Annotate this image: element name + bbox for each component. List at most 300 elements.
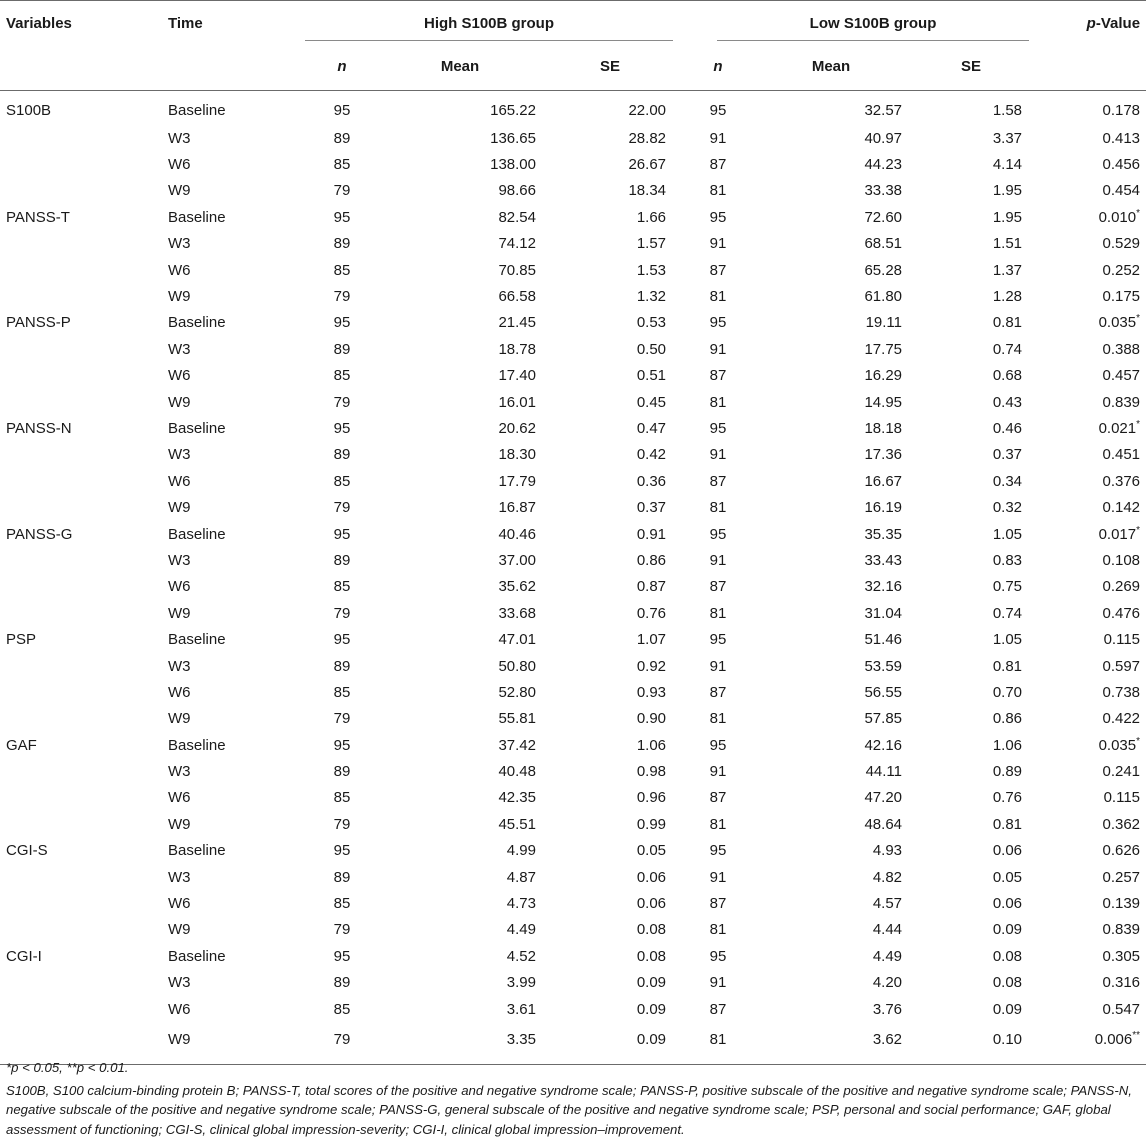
cell-low-se: 0.86 [906, 706, 1036, 732]
cell-low-se: 0.81 [906, 811, 1036, 837]
cell-low-se: 0.32 [906, 494, 1036, 520]
cell-low-n: 95 [680, 626, 756, 652]
cell-low-mean: 17.36 [756, 442, 906, 468]
cell-high-n: 89 [304, 125, 380, 151]
cell-high-se: 18.34 [540, 178, 680, 204]
cell-low-n: 87 [680, 151, 756, 177]
cell-low-mean: 40.97 [756, 125, 906, 151]
footnote-significance: *p < 0.05, **p < 0.01. [6, 1058, 1142, 1078]
cell-high-mean: 98.66 [380, 178, 540, 204]
p-value-number: 0.626 [1102, 842, 1140, 859]
cell-high-n: 95 [304, 91, 380, 126]
cell-high-mean: 33.68 [380, 600, 540, 626]
cell-time: W6 [162, 890, 304, 916]
cell-high-se: 1.57 [540, 231, 680, 257]
cell-low-mean: 57.85 [756, 706, 906, 732]
cell-low-n: 95 [680, 204, 756, 230]
cell-low-se: 1.05 [906, 521, 1036, 547]
cell-low-mean: 44.23 [756, 151, 906, 177]
cell-high-mean: 45.51 [380, 811, 540, 837]
cell-low-n: 87 [680, 574, 756, 600]
cell-high-mean: 52.80 [380, 679, 540, 705]
header-low-mean: Mean [756, 42, 906, 91]
cell-p-value [1036, 231, 1146, 257]
cell-low-se: 0.74 [906, 600, 1036, 626]
cell-time: Baseline [162, 521, 304, 547]
cell-variable [0, 811, 162, 837]
cell-low-n: 95 [680, 415, 756, 441]
cell-low-mean: 4.93 [756, 838, 906, 864]
cell-variable [0, 257, 162, 283]
header-low-se: SE [906, 42, 1036, 91]
cell-high-mean: 37.00 [380, 547, 540, 573]
cell-high-mean: 3.61 [380, 996, 540, 1022]
cell-high-se: 0.98 [540, 758, 680, 784]
cell-p-value [1036, 653, 1146, 679]
cell-low-mean: 44.11 [756, 758, 906, 784]
cell-p-value [1036, 626, 1146, 652]
cell-variable [0, 547, 162, 573]
cell-time: W9 [162, 917, 304, 943]
cell-low-se: 0.34 [906, 468, 1036, 494]
cell-low-mean: 65.28 [756, 257, 906, 283]
cell-high-mean: 55.81 [380, 706, 540, 732]
cell-high-n: 79 [304, 1022, 380, 1065]
table-row [0, 310, 1146, 336]
cell-time: W9 [162, 811, 304, 837]
cell-variable [0, 231, 162, 257]
cell-high-n: 89 [304, 970, 380, 996]
cell-high-se: 0.99 [540, 811, 680, 837]
cell-variable [0, 917, 162, 943]
significance-marker: * [1136, 419, 1140, 430]
p-value-number: 0.305 [1102, 948, 1140, 965]
header-high-group [304, 1, 680, 43]
cell-p-value [1036, 943, 1146, 969]
cell-variable [0, 389, 162, 415]
cell-high-n: 85 [304, 679, 380, 705]
cell-p-value [1036, 442, 1146, 468]
cell-p-value [1036, 574, 1146, 600]
p-value-number: 0.139 [1102, 895, 1140, 912]
cell-time: W9 [162, 1022, 304, 1065]
cell-low-mean: 35.35 [756, 521, 906, 547]
cell-low-se: 0.08 [906, 970, 1036, 996]
table-row [0, 943, 1146, 969]
cell-low-se: 1.28 [906, 283, 1036, 309]
cell-time: W6 [162, 996, 304, 1022]
cell-variable [0, 758, 162, 784]
p-value-number: 0.115 [1104, 789, 1140, 806]
cell-high-mean: 4.52 [380, 943, 540, 969]
cell-low-se: 4.14 [906, 151, 1036, 177]
cell-high-n: 79 [304, 917, 380, 943]
cell-p-value [1036, 785, 1146, 811]
cell-low-n: 95 [680, 521, 756, 547]
cell-low-n: 87 [680, 679, 756, 705]
cell-p-value [1036, 91, 1146, 126]
cell-low-mean: 33.43 [756, 547, 906, 573]
p-value-number: 0.178 [1102, 102, 1140, 119]
cell-high-se: 0.96 [540, 785, 680, 811]
cell-high-n: 85 [304, 468, 380, 494]
table-row [0, 864, 1146, 890]
cell-high-mean: 4.99 [380, 838, 540, 864]
cell-low-n: 81 [680, 600, 756, 626]
cell-time: W3 [162, 231, 304, 257]
p-value-number: 0.269 [1102, 578, 1140, 595]
cell-time: W9 [162, 283, 304, 309]
cell-high-mean: 18.30 [380, 442, 540, 468]
cell-low-se: 0.68 [906, 363, 1036, 389]
cell-high-se: 0.08 [540, 943, 680, 969]
cell-high-mean: 37.42 [380, 732, 540, 758]
cell-low-se: 0.83 [906, 547, 1036, 573]
cell-low-n: 87 [680, 363, 756, 389]
cell-high-n: 95 [304, 732, 380, 758]
p-value-number: 0.241 [1102, 763, 1140, 780]
cell-high-mean: 20.62 [380, 415, 540, 441]
cell-high-se: 0.05 [540, 838, 680, 864]
cell-low-mean: 48.64 [756, 811, 906, 837]
cell-high-n: 89 [304, 231, 380, 257]
cell-variable [0, 283, 162, 309]
header-low-group [680, 1, 1036, 43]
cell-low-mean: 3.76 [756, 996, 906, 1022]
cell-low-se: 1.95 [906, 178, 1036, 204]
cell-low-n: 87 [680, 257, 756, 283]
p-value-number: 0.175 [1102, 288, 1140, 305]
cell-high-se: 28.82 [540, 125, 680, 151]
cell-p-value [1036, 415, 1146, 441]
cell-variable [0, 178, 162, 204]
cell-p-value [1036, 125, 1146, 151]
cell-low-se: 1.05 [906, 626, 1036, 652]
cell-time: Baseline [162, 415, 304, 441]
cell-time: W6 [162, 257, 304, 283]
header-low-group-label: Low S100B group [717, 15, 1029, 41]
significance-marker: * [1136, 736, 1140, 747]
p-value-number: 0.035 [1099, 314, 1137, 331]
table-row [0, 732, 1146, 758]
cell-variable [0, 706, 162, 732]
table-row [0, 415, 1146, 441]
cell-p-value [1036, 679, 1146, 705]
cell-p-value [1036, 600, 1146, 626]
cell-time: W9 [162, 494, 304, 520]
cell-variable [0, 494, 162, 520]
cell-time: Baseline [162, 626, 304, 652]
cell-high-se: 0.09 [540, 970, 680, 996]
cell-time: W9 [162, 389, 304, 415]
table-row [0, 653, 1146, 679]
table-row [0, 970, 1146, 996]
cell-high-se: 1.32 [540, 283, 680, 309]
cell-p-value [1036, 706, 1146, 732]
cell-variable: S100B [0, 91, 162, 126]
table-row [0, 574, 1146, 600]
cell-high-mean: 17.79 [380, 468, 540, 494]
table-row [0, 679, 1146, 705]
cell-variable [0, 996, 162, 1022]
cell-low-mean: 51.46 [756, 626, 906, 652]
cell-high-se: 0.93 [540, 679, 680, 705]
p-value-number: 0.316 [1102, 974, 1140, 991]
cell-high-se: 1.66 [540, 204, 680, 230]
table-footnotes [6, 1058, 1142, 1139]
cell-time: W6 [162, 363, 304, 389]
cell-time: W3 [162, 758, 304, 784]
cell-low-se: 0.37 [906, 442, 1036, 468]
table-row [0, 442, 1146, 468]
cell-low-mean: 33.38 [756, 178, 906, 204]
cell-low-n: 87 [680, 890, 756, 916]
cell-high-se: 0.51 [540, 363, 680, 389]
cell-low-se: 1.95 [906, 204, 1036, 230]
cell-time: W6 [162, 679, 304, 705]
cell-low-n: 91 [680, 336, 756, 362]
cell-high-n: 79 [304, 494, 380, 520]
cell-high-se: 0.91 [540, 521, 680, 547]
cell-high-se: 26.67 [540, 151, 680, 177]
cell-high-se: 0.90 [540, 706, 680, 732]
cell-low-se: 1.51 [906, 231, 1036, 257]
cell-low-n: 87 [680, 996, 756, 1022]
cell-low-n: 95 [680, 943, 756, 969]
header-variables: Variables [0, 1, 162, 91]
p-value-number: 0.422 [1102, 710, 1140, 727]
cell-variable [0, 574, 162, 600]
cell-time: W3 [162, 442, 304, 468]
cell-p-value [1036, 151, 1146, 177]
table-row [0, 996, 1146, 1022]
cell-variable [0, 864, 162, 890]
cell-low-se: 0.70 [906, 679, 1036, 705]
header-high-se: SE [540, 42, 680, 91]
cell-high-mean: 40.46 [380, 521, 540, 547]
cell-low-n: 91 [680, 442, 756, 468]
cell-high-se: 0.37 [540, 494, 680, 520]
cell-low-mean: 68.51 [756, 231, 906, 257]
p-value-number: 0.115 [1104, 631, 1140, 648]
p-value-number: 0.839 [1102, 921, 1140, 938]
table-row [0, 521, 1146, 547]
cell-low-mean: 53.59 [756, 653, 906, 679]
cell-time: Baseline [162, 204, 304, 230]
cell-variable: PANSS-N [0, 415, 162, 441]
table-row [0, 257, 1146, 283]
cell-high-se: 0.08 [540, 917, 680, 943]
table-row [0, 336, 1146, 362]
cell-low-se: 0.76 [906, 785, 1036, 811]
cell-high-n: 95 [304, 415, 380, 441]
cell-low-mean: 42.16 [756, 732, 906, 758]
cell-low-n: 81 [680, 1022, 756, 1065]
cell-high-mean: 47.01 [380, 626, 540, 652]
cell-low-n: 91 [680, 758, 756, 784]
cell-high-mean: 16.01 [380, 389, 540, 415]
cell-high-n: 95 [304, 521, 380, 547]
cell-high-se: 0.87 [540, 574, 680, 600]
cell-low-mean: 17.75 [756, 336, 906, 362]
cell-time: W3 [162, 125, 304, 151]
cell-low-mean: 14.95 [756, 389, 906, 415]
cell-high-mean: 40.48 [380, 758, 540, 784]
cell-low-n: 91 [680, 125, 756, 151]
p-value-number: 0.839 [1102, 394, 1140, 411]
table-row [0, 600, 1146, 626]
cell-low-n: 81 [680, 389, 756, 415]
cell-high-mean: 165.22 [380, 91, 540, 126]
cell-low-n: 81 [680, 706, 756, 732]
cell-high-n: 85 [304, 363, 380, 389]
cell-low-se: 1.06 [906, 732, 1036, 758]
cell-high-se: 0.50 [540, 336, 680, 362]
cell-high-n: 85 [304, 574, 380, 600]
p-value-number: 0.006 [1095, 1031, 1133, 1048]
significance-marker: * [1136, 525, 1140, 536]
p-value-number: 0.108 [1102, 552, 1140, 569]
table-row [0, 125, 1146, 151]
cell-low-mean: 4.44 [756, 917, 906, 943]
p-value-number: 0.413 [1102, 130, 1140, 147]
cell-variable: PSP [0, 626, 162, 652]
header-time: Time [162, 1, 304, 91]
significance-marker: * [1136, 208, 1140, 219]
cell-p-value [1036, 336, 1146, 362]
cell-high-n: 95 [304, 838, 380, 864]
cell-time: W6 [162, 151, 304, 177]
cell-high-se: 1.07 [540, 626, 680, 652]
cell-low-mean: 4.20 [756, 970, 906, 996]
table-row [0, 363, 1146, 389]
cell-high-n: 79 [304, 600, 380, 626]
cell-p-value [1036, 363, 1146, 389]
cell-low-mean: 4.57 [756, 890, 906, 916]
cell-high-mean: 66.58 [380, 283, 540, 309]
cell-time: W3 [162, 864, 304, 890]
cell-high-mean: 70.85 [380, 257, 540, 283]
table-row [0, 626, 1146, 652]
cell-high-n: 85 [304, 257, 380, 283]
cell-p-value [1036, 970, 1146, 996]
p-value-number: 0.388 [1102, 341, 1140, 358]
cell-low-n: 81 [680, 178, 756, 204]
cell-low-se: 1.58 [906, 91, 1036, 126]
table-row [0, 283, 1146, 309]
cell-high-n: 85 [304, 996, 380, 1022]
cell-variable: CGI-S [0, 838, 162, 864]
cell-p-value [1036, 917, 1146, 943]
cell-time: W6 [162, 785, 304, 811]
cell-high-n: 79 [304, 706, 380, 732]
p-value-number: 0.252 [1102, 262, 1140, 279]
cell-low-n: 87 [680, 468, 756, 494]
p-value-number: 0.547 [1102, 1001, 1140, 1018]
cell-low-se: 0.08 [906, 943, 1036, 969]
header-p-rest: -Value [1096, 15, 1140, 32]
cell-time: Baseline [162, 943, 304, 969]
cell-high-mean: 136.65 [380, 125, 540, 151]
cell-low-mean: 32.57 [756, 91, 906, 126]
table-row [0, 706, 1146, 732]
cell-high-n: 95 [304, 943, 380, 969]
cell-p-value [1036, 864, 1146, 890]
footnote-abbreviations: S100B, S100 calcium-binding protein B; PANSS-T, total scores of the positive and negative syndrome scale; PANSS-P, positive subscale of the positive and negative syndrome scale; PANSS-N, negative subscale of the positive and negative syndrome scale; PANSS-G, general subscale of the positive and negative syndrome scale; PSP, personal and social performance; GAF, global assessment of functioning; CGI-S, clinical global impression-severity; CGI-I, clinical global impression–improvement. [6, 1081, 1142, 1139]
p-value-number: 0.476 [1102, 605, 1140, 622]
cell-high-n: 89 [304, 864, 380, 890]
cell-p-value [1036, 890, 1146, 916]
header-p-italic: p [1087, 15, 1096, 32]
cell-time: W3 [162, 653, 304, 679]
cell-low-se: 0.05 [906, 864, 1036, 890]
cell-variable: PANSS-T [0, 204, 162, 230]
cell-time: W6 [162, 468, 304, 494]
p-value-number: 0.035 [1099, 737, 1137, 754]
cell-low-n: 91 [680, 864, 756, 890]
table-header [0, 1, 1146, 91]
table-row [0, 151, 1146, 177]
cell-time: W6 [162, 574, 304, 600]
cell-high-n: 79 [304, 178, 380, 204]
p-value-number: 0.454 [1102, 182, 1140, 199]
cell-low-se: 0.74 [906, 336, 1036, 362]
cell-high-mean: 138.00 [380, 151, 540, 177]
cell-high-n: 85 [304, 890, 380, 916]
cell-high-se: 1.06 [540, 732, 680, 758]
p-value-number: 0.457 [1102, 367, 1140, 384]
cell-high-se: 0.36 [540, 468, 680, 494]
cell-high-n: 89 [304, 653, 380, 679]
cell-high-mean: 16.87 [380, 494, 540, 520]
header-high-group-label: High S100B group [305, 15, 673, 41]
table-row [0, 917, 1146, 943]
p-value-number: 0.257 [1102, 869, 1140, 886]
cell-high-n: 79 [304, 811, 380, 837]
cell-low-n: 95 [680, 91, 756, 126]
cell-high-n: 85 [304, 151, 380, 177]
cell-p-value [1036, 732, 1146, 758]
cell-variable [0, 785, 162, 811]
cell-high-mean: 18.78 [380, 336, 540, 362]
cell-high-se: 0.42 [540, 442, 680, 468]
cell-low-mean: 3.62 [756, 1022, 906, 1065]
table-row [0, 890, 1146, 916]
p-value-number: 0.017 [1099, 526, 1137, 543]
cell-low-mean: 31.04 [756, 600, 906, 626]
cell-high-se: 0.47 [540, 415, 680, 441]
cell-low-mean: 47.20 [756, 785, 906, 811]
cell-time: Baseline [162, 91, 304, 126]
table-row [0, 838, 1146, 864]
cell-high-se: 0.53 [540, 310, 680, 336]
cell-high-mean: 21.45 [380, 310, 540, 336]
cell-p-value [1036, 547, 1146, 573]
cell-low-mean: 16.19 [756, 494, 906, 520]
cell-low-mean: 72.60 [756, 204, 906, 230]
table-row [0, 494, 1146, 520]
cell-low-n: 91 [680, 547, 756, 573]
cell-time: W9 [162, 600, 304, 626]
cell-time: W9 [162, 706, 304, 732]
cell-high-n: 95 [304, 626, 380, 652]
cell-p-value [1036, 996, 1146, 1022]
cell-low-n: 81 [680, 811, 756, 837]
cell-low-se: 0.81 [906, 310, 1036, 336]
cell-p-value [1036, 257, 1146, 283]
p-value-number: 0.021 [1099, 420, 1137, 437]
cell-high-se: 0.06 [540, 890, 680, 916]
